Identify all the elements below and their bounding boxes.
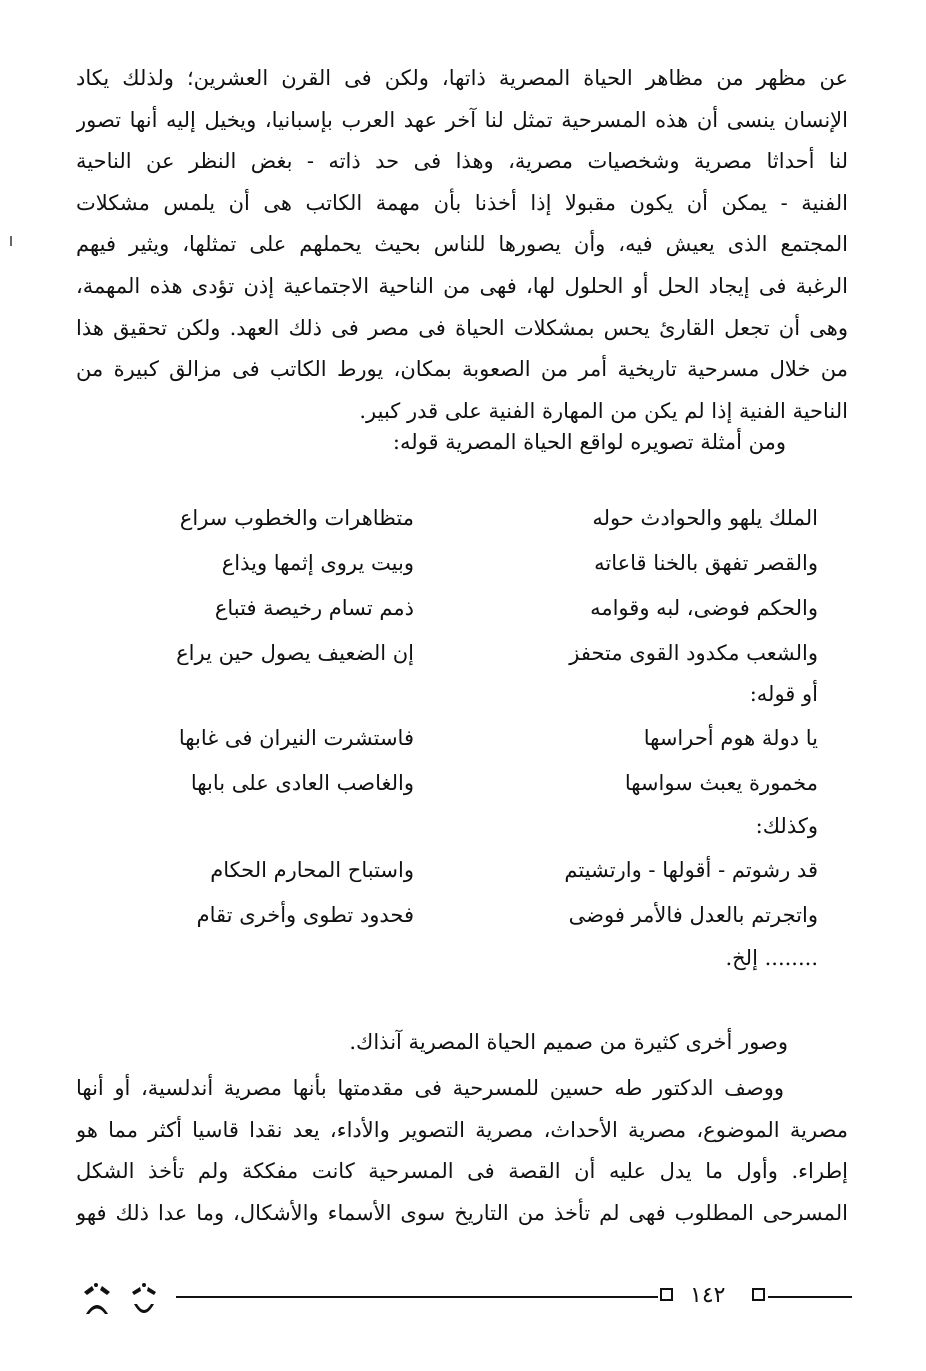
verse-row [92,716,818,761]
text-line: المسرحى المطلوب فهى لم تأخذ من التاريخ سوى الأسماء والأشكال، وما عدا ذلك فهو [76,1200,848,1225]
margin-mark [10,236,12,246]
text-line: الناحية الفنية إذا لم يكن من المهارة الفنية على قدر كبير. [359,398,848,423]
verse-row [92,848,818,893]
intro-line: ومن أمثلة تصويره لواقع الحياة المصرية قوله: [392,430,786,454]
verse-second-hemistich: متظاهرات والخطوب سراع [179,506,414,530]
paragraph-1 [76,58,848,432]
verse-row [92,496,818,541]
verse-row [92,893,818,938]
text-line: وهى أن تجعل القارئ يحس بمشكلات الحياة فى مصر فى ذلك العهد. ولكن تحقيق هذا [76,315,848,340]
footer-rule-right [768,1296,852,1298]
text-line: إطراء. وأول ما يدل عليه أن القصة فى المسرحية كانت مفككة ولم تأخذ الشكل [76,1159,848,1184]
verse-group-2 [92,716,818,806]
footer-square-right [752,1288,765,1301]
verse-first-hemistich: مخمورة يعبث سواسها [624,771,818,795]
verse-row [92,761,818,806]
verse-second-hemistich: والغاصب العادى على بابها [190,771,414,795]
verse-first-hemistich: والحكم فوضى، لبه وقوامه [590,596,818,620]
text-line: عن مظهر من مظاهر الحياة المصرية ذاتها، ولكن فى القرن العشرين؛ ولذلك يكاد [76,66,848,90]
footer-rule-left [176,1296,658,1298]
text-line: ووصف الدكتور طه حسين للمسرحية فى مقدمتها بأنها مصرية أندلسية، أو أنها [76,1076,784,1100]
text-line: المجتمع الذى يعيش فيه، وأن يصورها للناس بحيث يحملهم على تمثلها، ويثير فيهم [76,232,848,257]
verse-first-hemistich: قد رشوتم - أقولها - وارتشيتم [564,858,818,882]
verse-group-1 [92,496,818,676]
text-line: الفنية - يمكن أن يكون مقبولا إذا أخذنا بأن مهمة الكاتب هى أن يلمس مشكلات [76,190,848,215]
text-line: الرغبة فى إيجاد الحل أو الحلول لها، فهى من الناحية الاجتماعية إذن تؤدى هذه المهمة، [76,273,848,298]
closing-line: وصور أخرى كثيرة من صميم الحياة المصرية آنذاك. [349,1030,788,1054]
verse-second-hemistich: ذمم تسام رخيصة فتباع [214,596,414,620]
text-line: من خلال مسرحية تاريخية أمر من الصعوبة بمكان، يورط الكاتب فى مزالق كبيرة من [76,357,848,382]
etcetera-line: ........ إلخ. [725,946,818,970]
verse-row [92,541,818,586]
verse-first-hemistich: واتجرتم بالعدل فالأمر فوضى [568,903,818,927]
page-footer [0,1270,926,1330]
verse-first-hemistich: والشعب مكدود القوى متحفز [569,641,818,665]
verse-first-hemistich: والقصر تفهق بالخنا قاعاته [594,551,818,575]
verse-group-3 [92,848,818,938]
text-line: الإنسان ينسى أن هذه المسرحية تمثل لنا آخر عهد العرب بإسبانيا، ويخيل إليه أنها تصور [76,107,848,132]
text-line: مصرية الموضوع، مصرية الأحداث، مصرية التصوير والأداء، يعد نقدا قاسيا أكثر مما هو [76,1117,848,1142]
face-ornament-icon [80,1274,170,1324]
page-number: ١٤٢ [690,1283,726,1308]
connector-line: أو قوله: [749,682,818,706]
verse-second-hemistich: إن الضعيف يصول حين يراع [176,641,414,665]
verse-row [92,586,818,631]
verse-row [92,631,818,676]
verse-second-hemistich: واستباح المحارم الحكام [210,858,414,882]
verse-second-hemistich: فاستشرت النيران فى غابها [178,726,414,750]
paragraph-2 [76,1068,848,1234]
footer-square-left [660,1288,673,1301]
verse-first-hemistich: الملك يلهو والحوادث حوله [592,506,818,530]
verse-second-hemistich: وبيت يروى إثمها ويذاع [221,551,414,575]
verse-second-hemistich: فحدود تطوى وأخرى تقام [196,903,414,927]
connector-line: وكذلك: [755,814,818,838]
verse-first-hemistich: يا دولة هوم أحراسها [643,726,818,750]
text-line: لنا أحداثا مصرية وشخصيات مصرية، وهذا فى حد ذاته - بغض النظر عن الناحية [76,149,848,174]
